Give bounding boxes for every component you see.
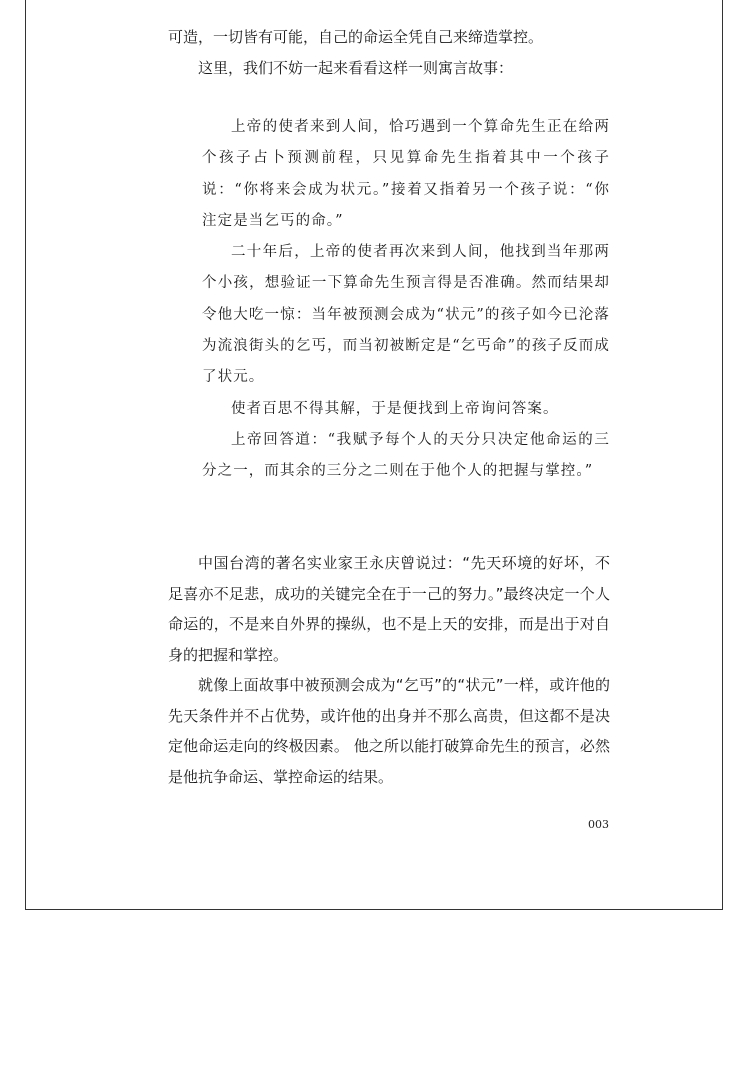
page-number: 003	[588, 818, 609, 831]
intro-continuation-line: 可造，一切皆有可能，自己的命运全凭自己来缔造掌控。	[168, 28, 544, 46]
commentary-block	[168, 548, 610, 792]
body-paragraph: 中国台湾的著名实业家王永庆曾说过：“先天环境的好坏，不足喜亦不足悲，成功的关键完全在于一己的努力。”最终决定一个人命运的，不是来自外界的操纵，也不是上天的安排，而是出于对自身的把握和掌控。	[168, 554, 610, 664]
intro-block	[168, 22, 610, 83]
story-paragraph: 二十年后，上帝的使者再次来到人间，他找到当年那两个小孩，想验证一下算命先生预言得是否准确。然而结果却令他大吃一惊：当年被预测会成为“状元”的孩子如今已沦落为流浪街头的乞丐，而当初被断定是“乞丐命”的孩子反而成了状元。	[202, 244, 610, 386]
fable-story-block	[202, 112, 610, 488]
story-paragraph: 上帝的使者来到人间，恰巧遇到一个算命先生正在给两个孩子占卜预测前程，只见算命先生指着其中一个孩子说：“你将来会成为状元。”接着又指着另一个孩子说：“你注定是当乞丐的命。”	[202, 119, 610, 229]
body-paragraph: 就像上面故事中被预测会成为“乞丐”的“状元”一样，或许他的先天条件并不占优势，或许他的出身并不那么高贵，但这都不是决定他命运走向的终极因素。 他之所以能打破算命先生的预言，必然是他抗争命运、掌控命运的结果。	[168, 676, 610, 786]
story-paragraph: 上帝回答道：“我赋予每个人的天分只决定他命运的三分之一，而其余的三分之二则在于他个人的把握与掌控。”	[202, 431, 610, 480]
story-paragraph: 使者百思不得其解，于是便找到上帝询问答案。	[231, 400, 559, 417]
intro-lead-line: 这里，我们不妨一起来看看这样一则寓言故事：	[198, 58, 514, 77]
